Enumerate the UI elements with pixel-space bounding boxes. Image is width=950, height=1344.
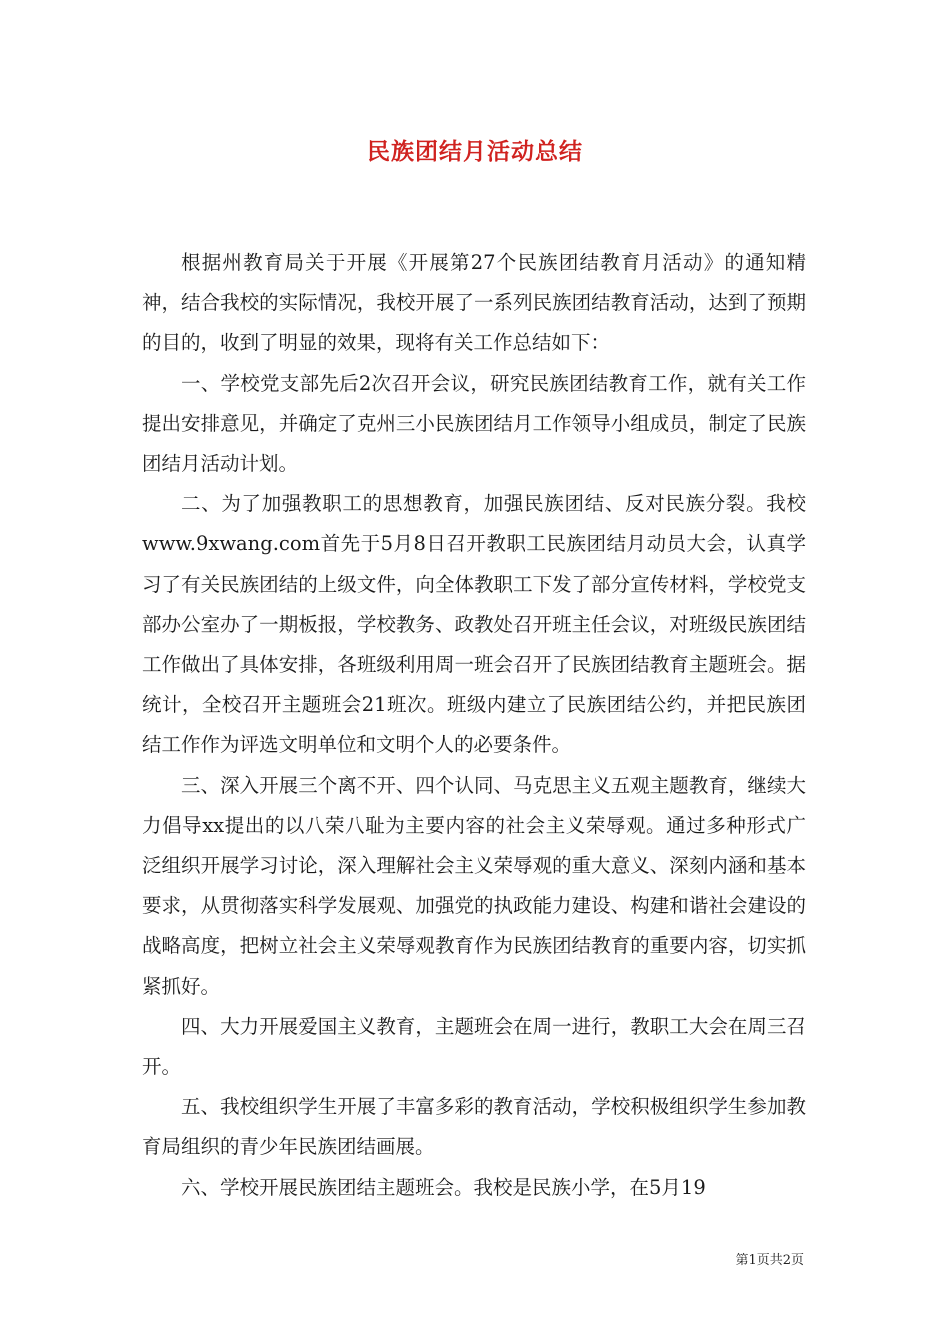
paragraph-5: 五、我校组织学生开展了丰富多彩的教育活动，学校积极组织学生参加教育局组织的青少年民族团结画展。 [142,1095,806,1159]
document-body [142,243,806,1208]
page-number: 第1页共2页 [735,1253,804,1268]
paragraph-3: 三、深入开展三个离不开、四个认同、马克思主义五观主题教育，继续大力倡导xx提出的以八荣八耻为主要内容的社会主义荣辱观。通过多种形式广泛组织开展学习讨论，深入理解社会主义荣辱观的重大意义、深刻内涵和基本要求，从贯彻落实科学发展观、加强党的执政能力建设、构建和谐社会建设的战略高度，把树立社会主义荣辱观教育作为民族团结教育的重要内容，切实抓紧抓好。 [142,773,806,998]
paragraph-4: 四、大力开展爱国主义教育，主题班会在周一进行，教职工大会在周三召开。 [142,1014,806,1079]
paragraph-2: 二、为了加强教职工的思想教育，加强民族团结、反对民族分裂。我校www.9xwang.com首先于5月8日召开教职工民族团结月动员大会，认真学习了有关民族团结的上级文件，向全体教职工下发了部分宣传材料，学校党支部办公室办了一期板报，学校教务、政教处召开班主任会议，对班级民族团结工作做出了具体安排，各班级利用周一班会召开了民族团结教育主题班会。据统计，全校召开主题班会21班次。班级内建立了民族团结公约，并把民族团结工作作为评选文明单位和文明个人的必要条件。 [142,492,806,757]
paragraph-intro: 根据州教育局关于开展《开展第27个民族团结教育月活动》的通知精神，结合我校的实际情况，我校开展了一系列民族团结教育活动，达到了预期的目的，收到了明显的效果，现将有关工作总结如下： [142,251,806,355]
paragraph-6: 六、学校开展民族团结主题班会。我校是民族小学，在5月19 [181,1175,706,1199]
paragraph-1: 一、学校党支部先后2次召开会议，研究民族团结教育工作，就有关工作提出安排意见，并确定了克州三小民族团结月工作领导小组成员，制定了民族团结月活动计划。 [142,371,806,476]
document-title: 民族团结月活动总结 [367,138,583,165]
